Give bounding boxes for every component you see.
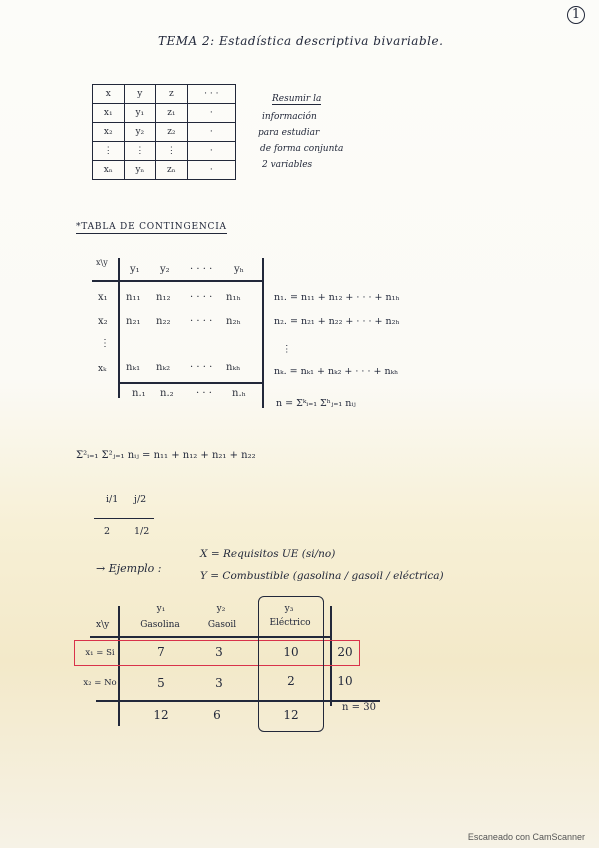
col-total: 12 (283, 708, 299, 722)
table-cell: y₂ (124, 123, 156, 142)
cell-value: nₖ₂ (156, 362, 171, 373)
note-line: 2 variables (262, 160, 313, 170)
table-cell: y₁ (124, 104, 156, 123)
row-label: x₁ = Si (85, 648, 115, 658)
table-cell: ⋮ (156, 142, 188, 161)
cell-value: 3 (215, 676, 223, 690)
total-rule (262, 258, 264, 408)
table-row (93, 142, 236, 161)
row-sum: ⋮ (282, 344, 292, 355)
table-cell: zₙ (156, 161, 188, 180)
cell-value: nₖ₁ (126, 362, 141, 373)
col-header: yₕ (234, 264, 244, 275)
total-row-rule (118, 382, 262, 384)
row-sum: nₖ. = nₖ₁ + nₖ₂ + · · · + nₖₕ (274, 366, 399, 377)
note-line: Resumir la (272, 94, 322, 104)
table-row (93, 161, 236, 180)
col-header-name: Gasoil (207, 620, 237, 630)
table-cell: · (187, 104, 235, 123)
table-cell: x₁ (93, 104, 125, 123)
table-header: z (156, 85, 188, 104)
corner-label: x\y (96, 620, 110, 630)
table-row (93, 104, 236, 123)
row-label: x₂ (98, 316, 108, 327)
cell-value: 3 (215, 645, 223, 659)
col-header-symbol: y₁ (156, 604, 166, 614)
grand-total: n = Σᵏᵢ₌₁ Σʰⱼ₌₁ nᵢⱼ (276, 398, 356, 409)
row-label: x₁ (98, 292, 108, 303)
cell-value: n₁₁ (126, 292, 141, 303)
col-header: · · · · (190, 264, 213, 275)
row-sum: n₁. = n₁₁ + n₁₂ + · · · + n₁ₕ (274, 292, 400, 303)
col-total: n.₁ (132, 388, 146, 399)
cell-value: · · · · (190, 362, 213, 373)
scanner-watermark: Escaneado con CamScanner (467, 832, 585, 842)
col-total: 12 (153, 708, 169, 722)
cell-value: nₖₕ (226, 362, 241, 373)
cell-value: n₂₂ (156, 316, 171, 327)
corner-label: x\y (96, 258, 108, 267)
table-cell: · (187, 161, 235, 180)
table-cell: · (187, 123, 235, 142)
double-sum-formula: Σ²ᵢ₌₁ Σ²ⱼ₌₁ nᵢⱼ = n₁₁ + n₁₂ + n₂₁ + n₂₂ (76, 450, 256, 461)
table-cell: ⋮ (124, 142, 156, 161)
col-total: 6 (213, 708, 221, 722)
cell-value: 5 (157, 676, 165, 690)
cell-value: 2 (287, 674, 295, 688)
note-line: información (262, 112, 317, 122)
row-label: xₖ (98, 364, 107, 374)
note-line: de forma conjunta (260, 144, 344, 154)
table-cell: xₙ (93, 161, 125, 180)
col-header-name: Gasolina (140, 620, 180, 630)
cell-value: n₂ₕ (226, 316, 241, 327)
cell-value: n₁₂ (156, 292, 171, 303)
table-header: · · · (187, 85, 235, 104)
page-title: TEMA 2: Estadística descriptiva bivariable. (158, 34, 444, 48)
example-label: → Ejemplo : (96, 562, 162, 575)
fraction-cell: 2 (104, 526, 111, 537)
col-total: n.ₕ (232, 388, 246, 399)
row-total: 10 (337, 674, 353, 688)
section-title: *TABLA DE CONTINGENCIA (76, 222, 227, 232)
table-cell: ⋮ (93, 142, 125, 161)
table-cell: · (187, 142, 235, 161)
variable-x: X = Requisitos UE (si/no) (200, 548, 336, 560)
cell-value: 7 (157, 645, 165, 659)
row-total: 20 (337, 645, 353, 659)
table-header: x (93, 85, 125, 104)
fraction-cell: i/1 (106, 494, 119, 505)
col-header-name: Eléctrico (269, 618, 311, 628)
fraction-cell: 1/2 (134, 526, 150, 537)
cell-value: n₂₁ (126, 316, 141, 327)
table-row (93, 123, 236, 142)
row-label: ⋮ (100, 338, 110, 349)
col-header: y₂ (160, 264, 170, 275)
cell-value: 10 (283, 645, 299, 659)
row-label: x₂ = No (83, 678, 117, 688)
row-sum: n₂. = n₂₁ + n₂₂ + · · · + n₂ₕ (274, 316, 400, 327)
col-total: n.₂ (160, 388, 174, 399)
cell-value: · · · · (190, 292, 213, 303)
cell-value: · · · · (190, 316, 213, 327)
fraction-rule (94, 518, 154, 519)
table-cell: z₁ (156, 104, 188, 123)
grand-total: n = 30 (342, 702, 376, 713)
col-header: y₁ (130, 264, 140, 275)
table-cell: z₂ (156, 123, 188, 142)
variables-table (92, 84, 236, 180)
table-header: y (124, 85, 156, 104)
row-label-rule (118, 258, 120, 398)
table-cell: yₙ (124, 161, 156, 180)
fraction-cell: j/2 (134, 494, 147, 505)
variable-y: Y = Combustible (gasolina / gasoil / eléctrica) (200, 570, 444, 582)
cell-value: n₁ₕ (226, 292, 241, 303)
col-total: · · · (196, 388, 212, 399)
table-header-row (93, 85, 236, 104)
col-header-symbol: y₃ (284, 604, 294, 614)
page-number: 1 (567, 6, 585, 24)
col-header-symbol: y₂ (216, 604, 226, 614)
note-line: para estudiar (258, 128, 320, 138)
table-cell: x₂ (93, 123, 125, 142)
row-label-rule (118, 606, 120, 726)
